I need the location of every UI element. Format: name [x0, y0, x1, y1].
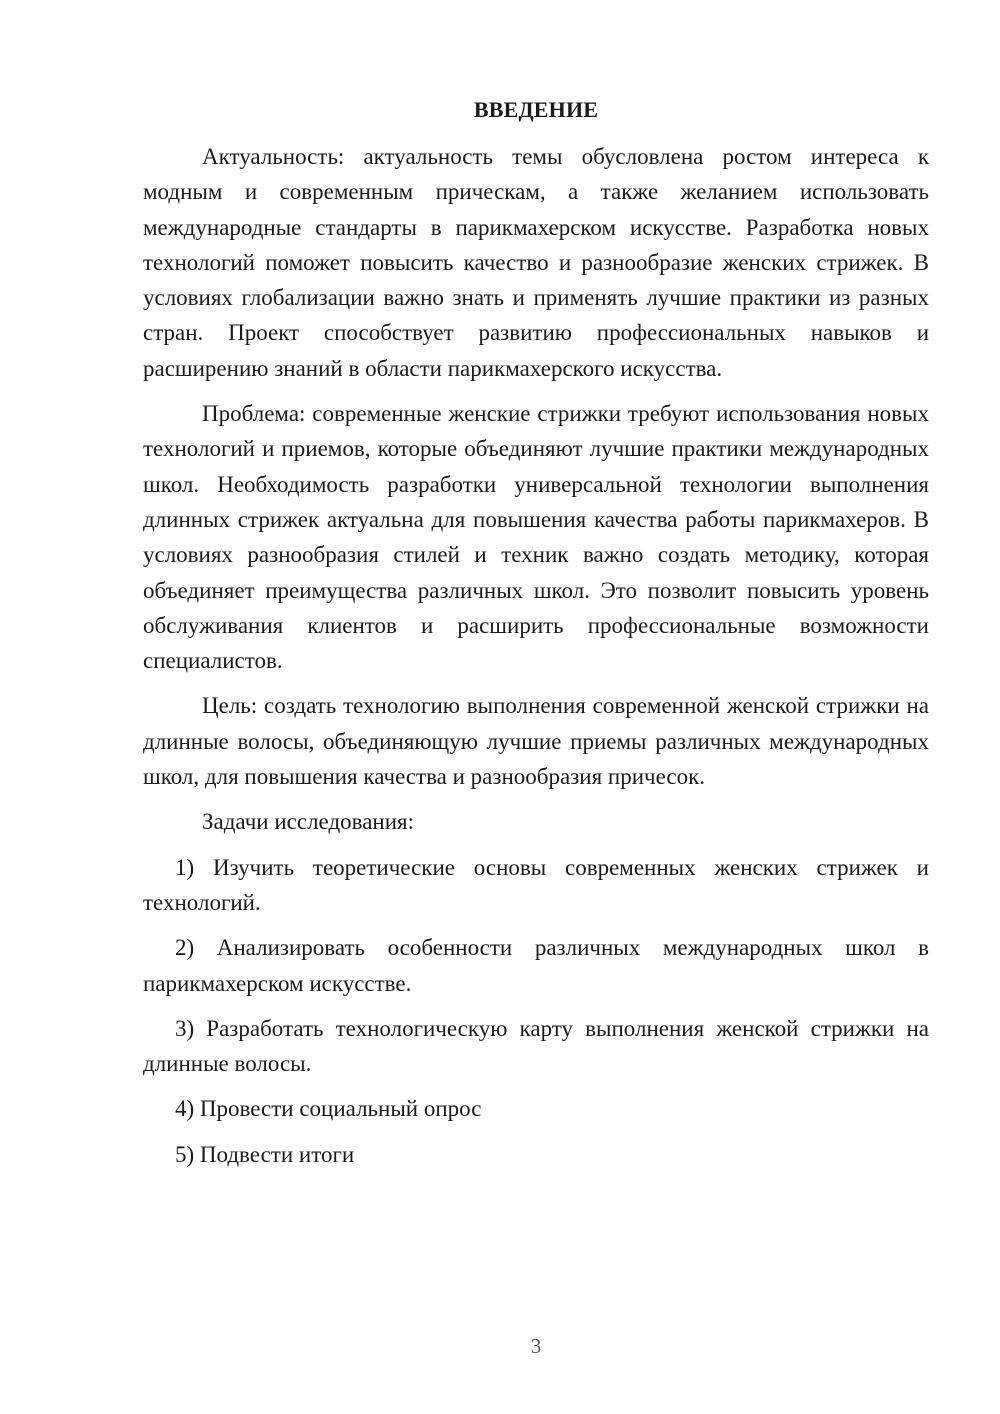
tasks-heading: Задачи исследования: — [202, 809, 415, 835]
paragraph-problem: Проблема: современные женские стрижки требуют использования новых технологий и приемов, которые объединяют лучшие практики международных школ. Необходимость разработки универсальной технологии выполнения длинных стрижек актуальна для повышения качества работы парикмахеров. В условиях разнообразия стилей и техник важно создать методику, которая объединяет преимущества различных школ. Это позволит повысить уровень обслуживания клиентов и расширить профессиональные возможности специалистов. — [143, 401, 929, 674]
task-item-1: 1) Изучить теоретические основы современных женских стрижек и технологий. — [143, 854, 929, 915]
page-content — [143, 95, 929, 1182]
page-number: 3 — [530, 1334, 542, 1358]
task-item-3: 3) Разработать технологическую карту выполнения женской стрижки на длинные волосы. — [143, 1015, 929, 1077]
task-item-4: 4) Провести социальный опрос — [175, 1096, 482, 1122]
task-item-5: 5) Подвести итоги — [175, 1141, 355, 1167]
section-title: ВВЕДЕНИЕ — [473, 97, 599, 122]
paragraph-goal: Цель: создать технологию выполнения современной женской стрижки на длинные волосы, объединяющую лучшие приемы различных международных школ, для повышения качества и разнообразия причесок. — [143, 693, 929, 790]
task-item-2: 2) Анализировать особенности различных международных школ в парикмахерском искусстве. — [143, 935, 929, 996]
paragraph-relevance: Актуальность: актуальность темы обусловлена ростом интереса к модным и современным прическам, а также желанием использовать международные стандарты в парикмахерском искусстве. Разработка новых технологий поможет повысить качество и разнообразие женских стрижек. В условиях глобализации важно знать и применять лучшие практики из разных стран. Проект способствует развитию профессиональных навыков и расширению знаний в области парикмахерского искусства. — [143, 144, 929, 381]
